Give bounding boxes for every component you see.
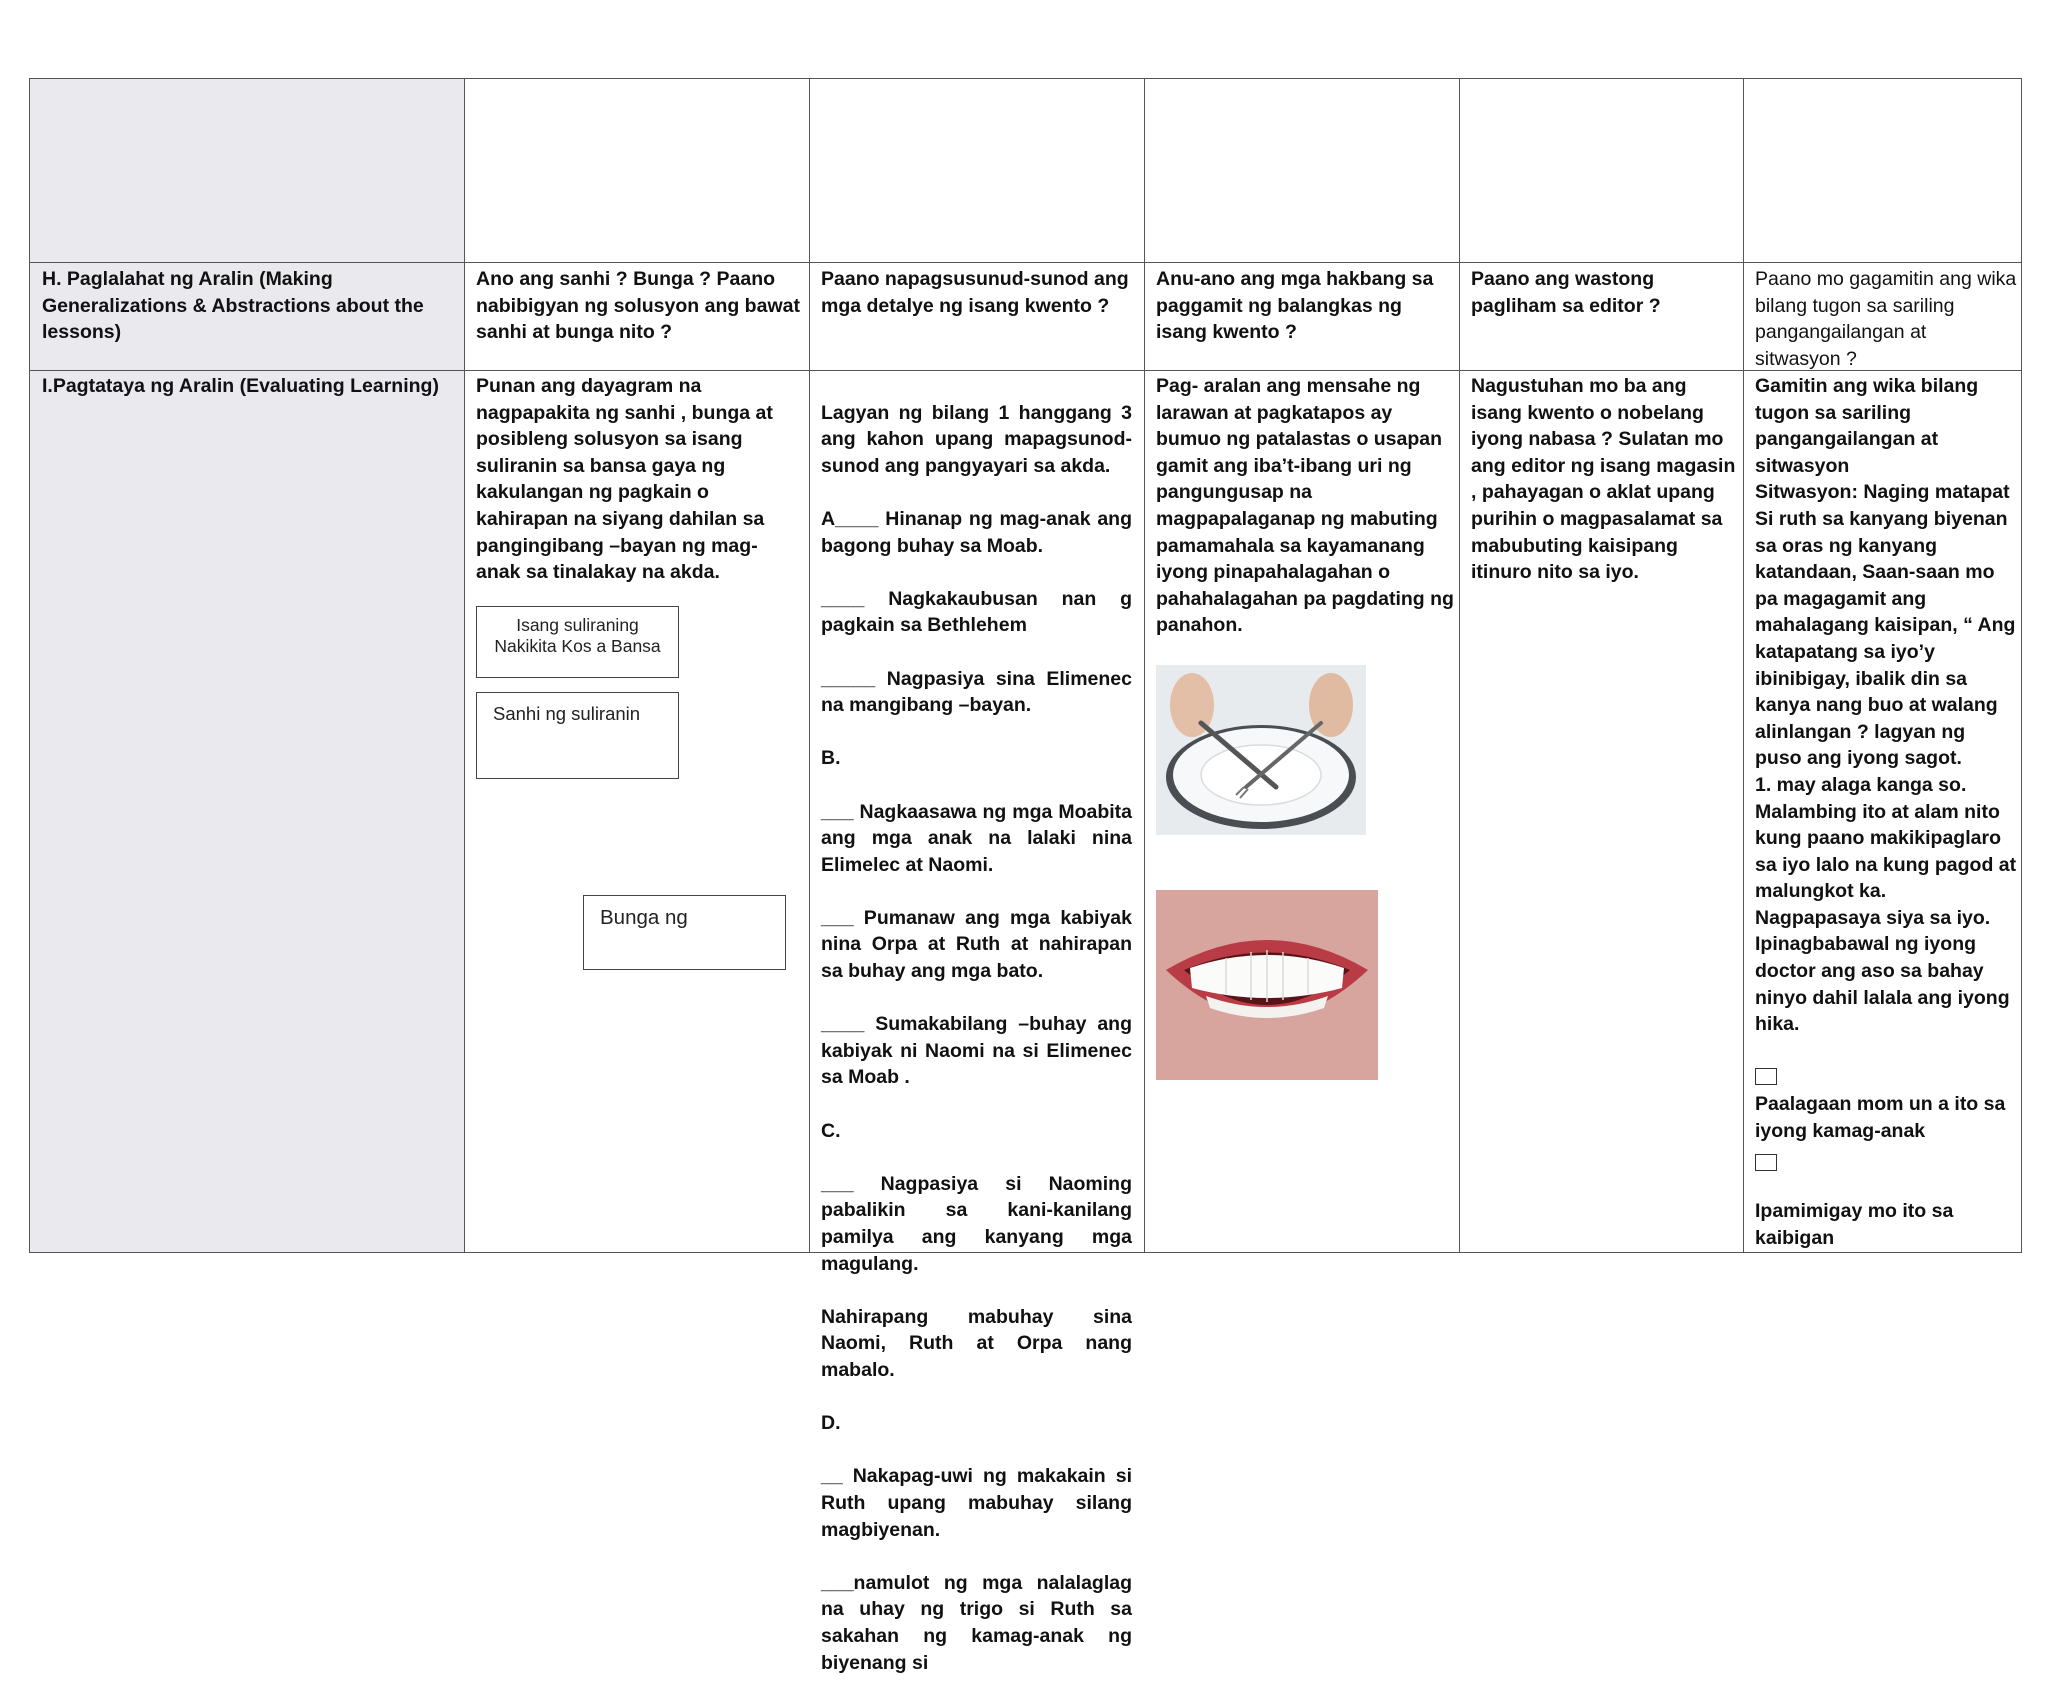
answer-option-2: Ipamimigay mo ito sa kaibigan [1755,1200,1954,1249]
assessment-instructions-1: Punan ang dayagram na nagpapakita ng sanhi , bunga at posibleng solusyon sa isang suliranin sa bansa gaya ng kakulangan ng pagkain o kahirapan na siyang dahilan sa pangingibang –bayan ng mag-anak sa tinalakay na akda. [476,375,773,584]
situation-prompt: Gamitin ang wika bilang tugon sa sariling pangangailangan at sitwasyon Sitwasyon: Naging matapat Si ruth sa kanyang biyenan sa oras ng kanyang katandaan, Saan-saan mo pa magagamit ang mahalagang kaisipan, “ Ang katapatang sa iyo’y ibinibigay, ibalik din sa kanya nang buo at walang alinlangan ? lagyan ng puso ang iyong sagot. 1. may alaga kanga so. Malambing ito at alam nito kung paano makikipaglaro sa iyo lalo na kung pagod at malungkot ka. Nagpapasaya siya sa iyo. Ipinagbabawal ng iyong doctor ang aso sa bahay ninyo dahil lalala ang iyong hika. [1755,375,2017,1036]
sequencing-line: B. [821,747,841,770]
diagram-box-cause [476,692,679,779]
diagram-box-problem-line2: Nakikita Kos a Bansa [494,636,661,656]
answer-checkbox-1[interactable] [1755,1068,1777,1085]
diagram-box-problem-line1: Isang suliraning [516,615,639,635]
sequencing-line: ___namulot ng mga nalalaglag na uhay ng trigo si Ruth sa sakahan ng kamag-anak ng biyenang si [821,1571,1132,1674]
picture-analysis-instructions: Pag- aralan ang mensahe ng larawan at pagkatapos ay bumuo ng patalastas o usapan gamit ang iba’t-ibang uri ng pangungusap na magpapalaganap ng mabuting pamamahala sa kayamanang iyong pinapahalagahan o pahahalagahan pa pagdating ng panahon. [1156,375,1454,637]
smiling-teeth-photo [1156,890,1378,1080]
sequencing-line: ___ Nagkaasawa ng mga Moabita ang mga anak na lalaki nina Elimelec at Naomi. [821,800,1132,876]
row-h-cell-1: Ano ang sanhi ? Bunga ? Paano nabibigyan ng solusyon ang bawat sanhi at bunga nito ? [476,268,800,344]
lesson-plan-table [29,78,2022,1674]
sequencing-line: ____ Sumakabilang –buhay ang kabiyak ni Naomi na si Elimenec sa Moab . [821,1013,1132,1089]
row-label-column-shading [30,79,464,1252]
answer-checkbox-2[interactable] [1755,1154,1777,1171]
sequencing-line: _____ Nagpasiya sina Elimenec na mangibang –bayan. [821,667,1132,717]
row-divider [30,262,2021,263]
sequencing-line: ____ Nagkakaubusan nan g pagkain sa Bethlehem [821,587,1132,637]
plate-illustration [1156,665,1366,835]
sequencing-line: __ Nakapag-uwi ng makakain si Ruth upang mabuhay silang magbiyenan. [821,1465,1132,1541]
sequencing-line: C. [821,1119,841,1142]
row-h-cell-3: Anu-ano ang mga hakbang sa paggamit ng balangkas ng isang kwento ? [1156,268,1434,344]
diagram-box-effect-label: Bunga ng [600,906,688,929]
row-h-cell-5: Paano mo gagamitin ang wika bilang tugon sa sariling pangangailangan at sitwasyon ? [1755,268,2017,370]
diagram-box-effect [583,895,786,970]
row-divider [30,370,2021,371]
fork-knife-plate-photo [1156,665,1366,835]
row-i-label: I.Pagtataya ng Aralin (Evaluating Learning) [42,375,439,397]
sequencing-exercise [821,373,1132,1674]
column-divider [1144,79,1145,1252]
sequencing-line: A____ Hinanap ng mag-anak ang bagong buhay sa Moab. [821,507,1132,557]
sequencing-line: Lagyan ng bilang 1 hanggang 3 ang kahon upang mapagsunod-sunod ang pangyayari sa akda. [821,401,1132,477]
smile-illustration [1156,890,1378,1080]
answer-option-1: Paalagaan mom un a ito sa iyong kamag-anak [1755,1093,2006,1142]
sequencing-line: Nahirapang mabuhay sina Naomi, Ruth at Orpa nang mabalo. [821,1305,1132,1381]
column-divider [464,79,465,1252]
column-divider [1743,79,1744,1252]
sequencing-line: D. [821,1412,841,1435]
sequencing-line: ___ Pumanaw ang mga kabiyak nina Orpa at Ruth at nahirapan sa buhay ang mga bato. [821,906,1132,983]
column-divider [1459,79,1460,1252]
diagram-box-cause-label: Sanhi ng suliranin [493,703,641,724]
sequencing-line: ___ Nagpasiya si Naoming pabalikin sa kani-kanilang pamilya ang kanyang mga magulang. [821,1172,1132,1275]
column-divider [809,79,810,1252]
row-h-label: H. Paglalahat ng Aralin (Making Generalizations & Abstractions about the lessons) [42,268,424,344]
letter-to-editor-task: Nagustuhan mo ba ang isang kwento o nobelang iyong nabasa ? Sulatan mo ang editor ng isang magasin , pahayagan o aklat upang purihin o magpasalamat sa mabubuting kaisipang itinuro nito sa iyo. [1471,375,1736,584]
diagram-box-problem [476,606,679,678]
row-h-cell-4: Paano ang wastong pagliham sa editor ? [1471,268,1661,317]
row-h-cell-2: Paano napagsusunud-sunod ang mga detalye ng isang kwento ? [821,268,1129,317]
